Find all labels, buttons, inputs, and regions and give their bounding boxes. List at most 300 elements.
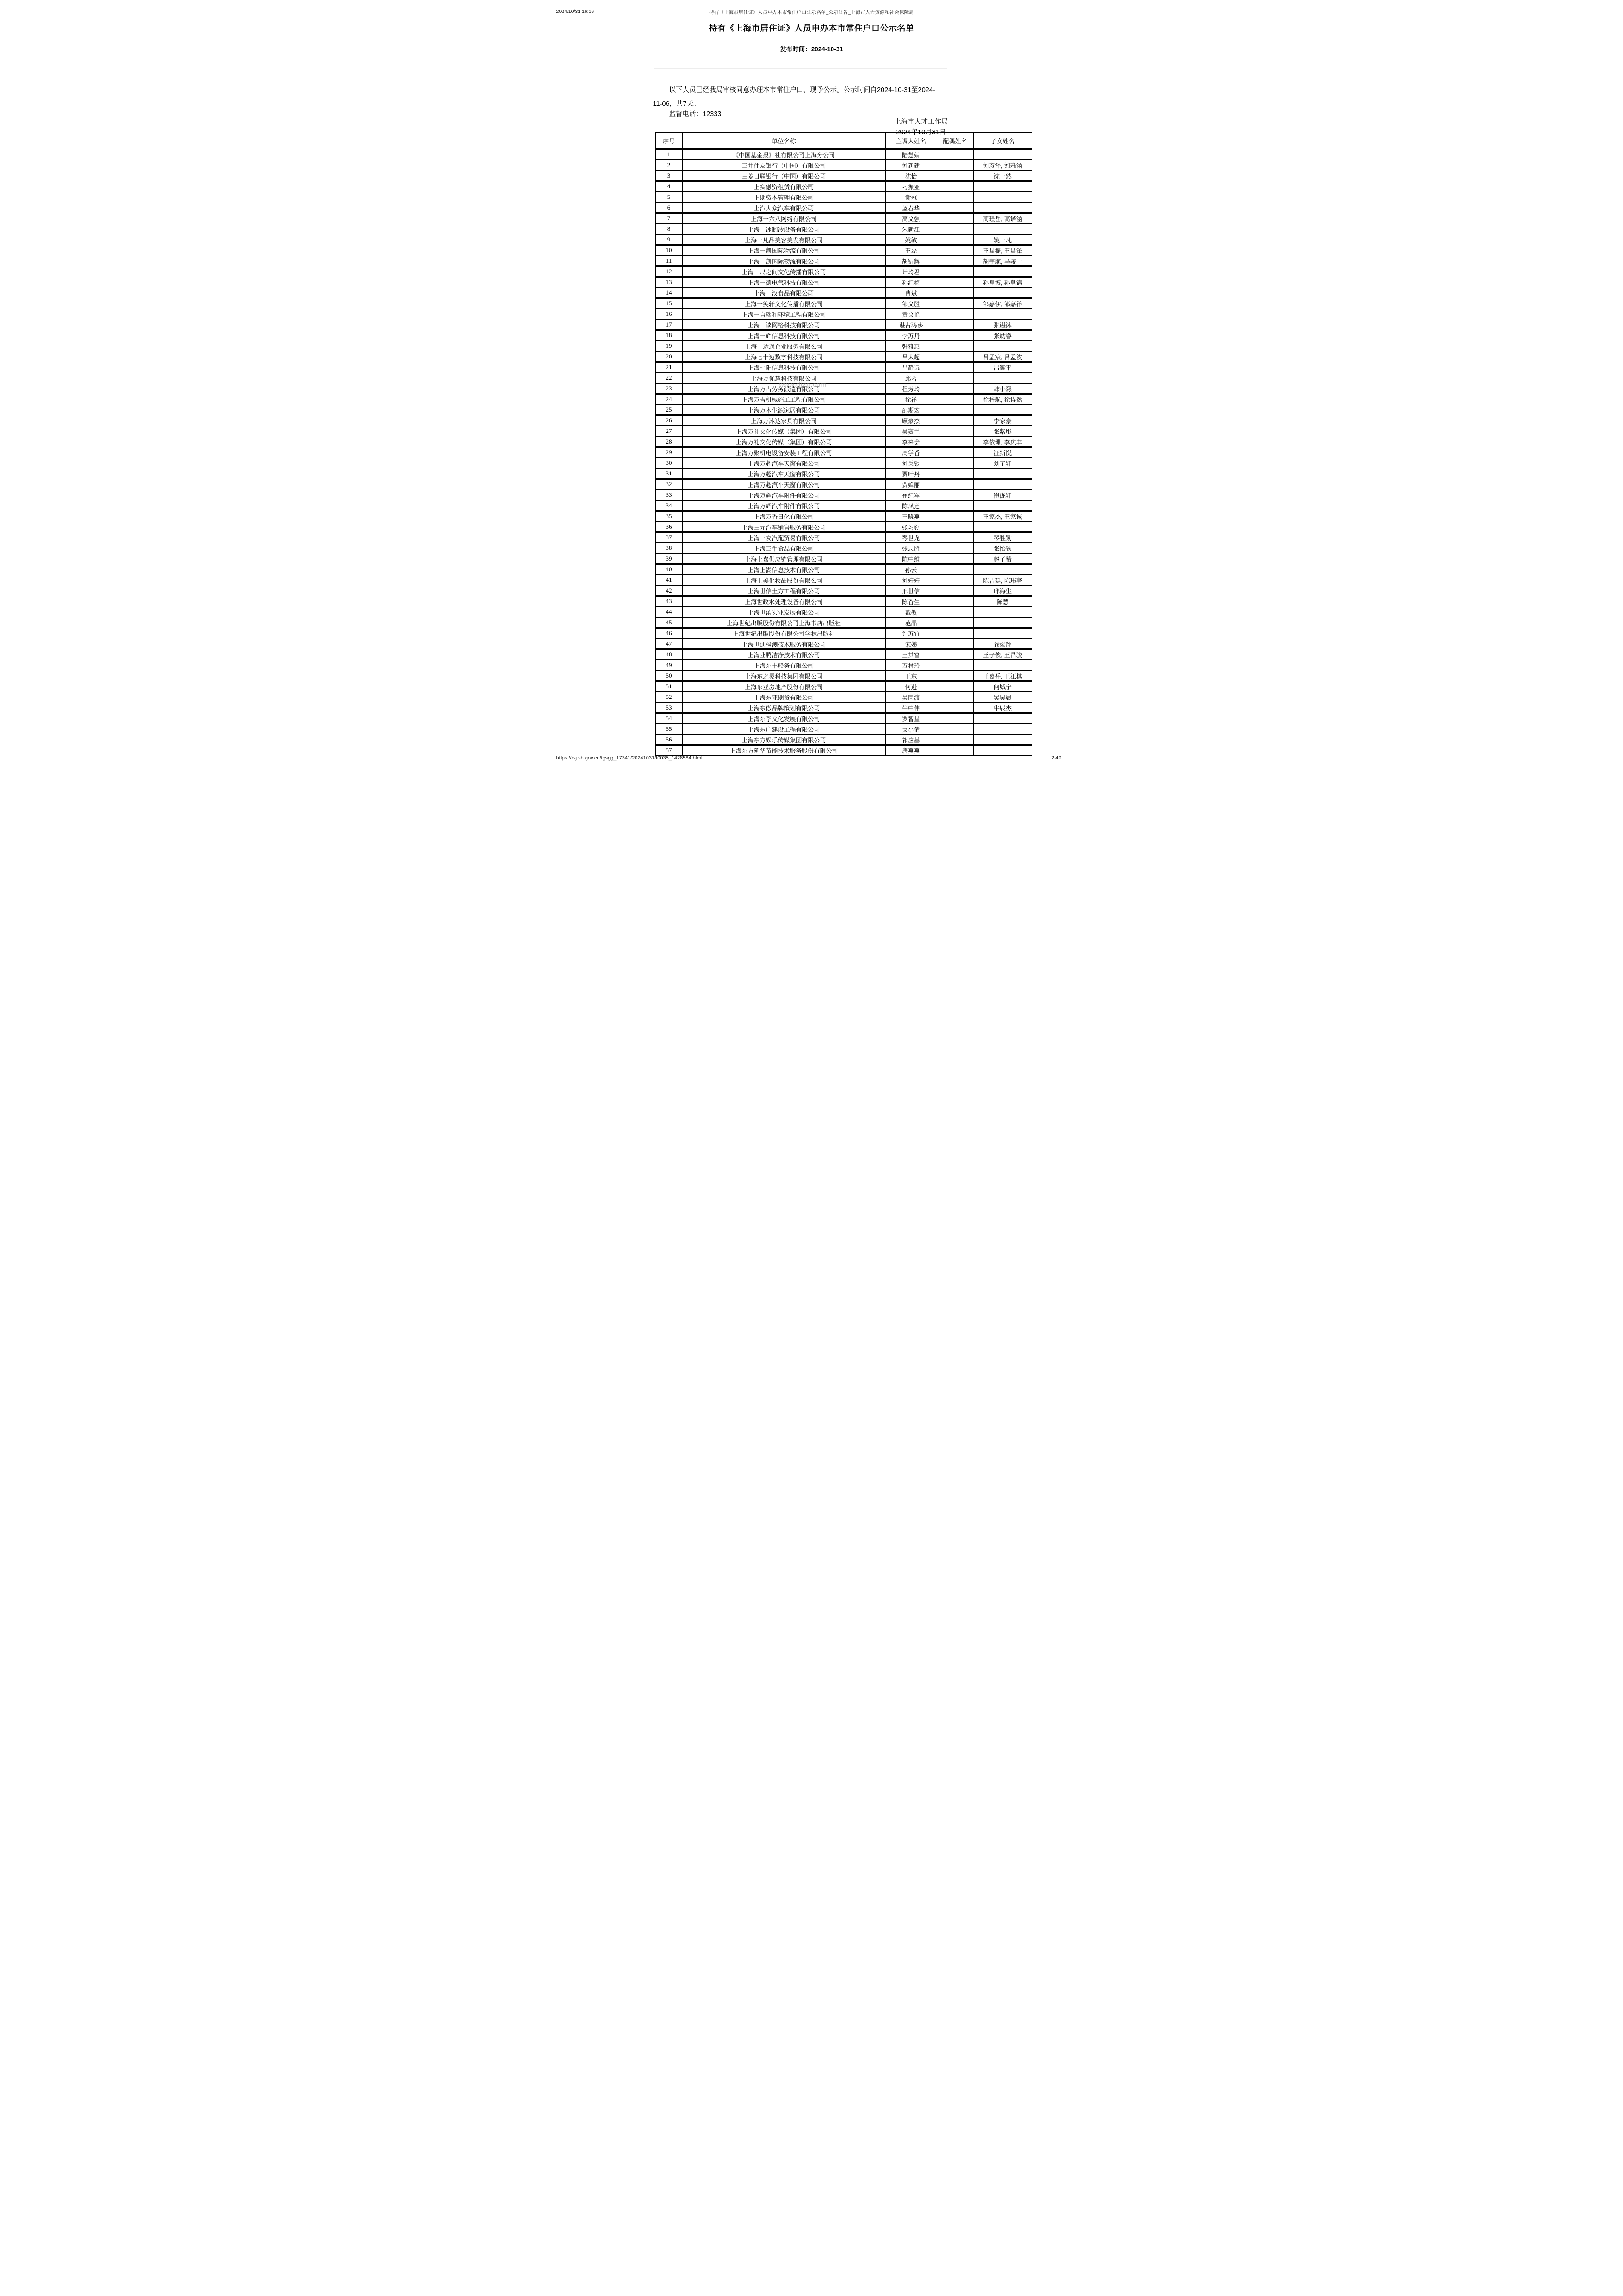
spouse-name-cell <box>937 692 973 703</box>
spouse-name-cell <box>937 235 973 245</box>
seq-cell: 40 <box>655 564 682 575</box>
spouse-name-cell <box>937 458 973 469</box>
table-row <box>655 171 1032 181</box>
spouse-name-cell <box>937 586 973 596</box>
seq-cell: 26 <box>655 415 682 426</box>
children-names-cell <box>973 203 1032 213</box>
seq-cell: 3 <box>655 171 682 181</box>
company-cell: 上海万木生源家居有限公司 <box>682 405 885 415</box>
table-row <box>655 458 1032 469</box>
spouse-name-cell <box>937 405 973 415</box>
seq-cell: 7 <box>655 213 682 224</box>
children-names-cell <box>973 469 1032 479</box>
applicant-name-cell: 吴赛兰 <box>885 426 937 437</box>
spouse-name-cell <box>937 639 973 649</box>
table-row <box>655 745 1032 756</box>
spouse-name-cell <box>937 532 973 543</box>
applicant-name-cell: 谌古鸿莎 <box>885 320 937 330</box>
spouse-name-cell <box>937 149 973 160</box>
seq-cell: 27 <box>655 426 682 437</box>
children-names-cell <box>973 341 1032 352</box>
table-row <box>655 447 1032 458</box>
company-cell: 上海上湖信息技术有限公司 <box>682 564 885 575</box>
table-row <box>655 671 1032 681</box>
seq-cell: 13 <box>655 277 682 288</box>
spouse-name-cell <box>937 617 973 628</box>
applicant-name-cell: 谢冠 <box>885 192 937 203</box>
applicant-name-cell: 计玲君 <box>885 266 937 277</box>
seq-cell: 35 <box>655 511 682 522</box>
company-cell: 上海一言瑞和环境工程有限公司 <box>682 309 885 320</box>
children-names-cell: 胡宇航, 马骏一 <box>973 256 1032 266</box>
table-row <box>655 149 1032 160</box>
children-names-cell: 刘子轩 <box>973 458 1032 469</box>
children-names-cell <box>973 522 1032 532</box>
company-cell: 上海一汉食品有限公司 <box>682 288 885 298</box>
applicant-name-cell: 罗智星 <box>885 713 937 724</box>
spouse-name-cell <box>937 320 973 330</box>
spouse-name-cell <box>937 671 973 681</box>
table-row <box>655 373 1032 383</box>
company-cell: 上海东傲品牌策划有限公司 <box>682 703 885 713</box>
applicant-name-cell: 蓝春华 <box>885 203 937 213</box>
children-names-cell: 陈慧 <box>973 596 1032 607</box>
company-cell: 上海万香日化有限公司 <box>682 511 885 522</box>
spouse-name-cell <box>937 564 973 575</box>
seq-cell: 15 <box>655 298 682 309</box>
children-names-cell: 张紫彤 <box>973 426 1032 437</box>
applicant-name-cell: 吴同渡 <box>885 692 937 703</box>
company-cell: 上海万辉汽车附件有限公司 <box>682 500 885 511</box>
applicant-name-cell: 刘婷婷 <box>885 575 937 586</box>
children-names-cell <box>973 607 1032 617</box>
applicant-name-cell: 李苏丹 <box>885 330 937 341</box>
spouse-name-cell <box>937 192 973 203</box>
seq-cell: 19 <box>655 341 682 352</box>
applicant-name-cell: 琴世龙 <box>885 532 937 543</box>
spouse-name-cell <box>937 352 973 362</box>
seq-cell: 16 <box>655 309 682 320</box>
seq-cell: 8 <box>655 224 682 235</box>
applicant-name-cell: 张忠胜 <box>885 543 937 554</box>
table-row <box>655 352 1032 362</box>
issuer: 上海市人才工作局 <box>894 118 948 126</box>
table-row <box>655 724 1032 734</box>
applicant-name-cell: 唐燕燕 <box>885 745 937 756</box>
applicant-name-cell: 邢世信 <box>885 586 937 596</box>
spouse-name-cell <box>937 330 973 341</box>
spouse-name-cell <box>937 607 973 617</box>
seq-cell: 6 <box>655 203 682 213</box>
company-cell: 上海一凯国际物流有限公司 <box>682 245 885 256</box>
children-names-cell: 李家豪 <box>973 415 1032 426</box>
spouse-name-cell <box>937 596 973 607</box>
children-names-cell: 牛辰杰 <box>973 703 1032 713</box>
seq-cell: 37 <box>655 532 682 543</box>
table-row <box>655 617 1032 628</box>
spouse-name-cell <box>937 256 973 266</box>
company-cell: 上海万聚机电设备安装工程有限公司 <box>682 447 885 458</box>
seq-cell: 48 <box>655 649 682 660</box>
spouse-name-cell <box>937 745 973 756</box>
company-cell: 《中国基金报》社有限公司上海分公司 <box>682 149 885 160</box>
table-row <box>655 341 1032 352</box>
applicant-name-cell: 曹斌 <box>885 288 937 298</box>
company-cell: 上海世通检测技术服务有限公司 <box>682 639 885 649</box>
children-names-cell <box>973 405 1032 415</box>
spouse-name-cell <box>937 500 973 511</box>
seq-cell: 57 <box>655 745 682 756</box>
spouse-name-cell <box>937 203 973 213</box>
seq-cell: 30 <box>655 458 682 469</box>
print-doc-title: 持有《上海市居住证》人员申办本市常住户口公示名单_公示公告_上海市人力资源和社会保障局 <box>709 10 914 15</box>
children-names-cell <box>973 224 1032 235</box>
applicant-name-cell: 姚敏 <box>885 235 937 245</box>
column-header: 子女姓名 <box>973 133 1032 149</box>
seq-cell: 47 <box>655 639 682 649</box>
children-names-cell: 王嘉岳, 王江棋 <box>973 671 1032 681</box>
spouse-name-cell <box>937 245 973 256</box>
company-cell: 上海东方延华节能技术服务股份有限公司 <box>682 745 885 756</box>
seq-cell: 25 <box>655 405 682 415</box>
intro-line-1: 以下人员已经我局审核同意办理本市常住户口，现予公示。公示时间自2024-10-31至2024- <box>669 86 935 94</box>
company-cell: 上海东之灵科技集团有限公司 <box>682 671 885 681</box>
table-row <box>655 564 1032 575</box>
children-names-cell: 张谌沐 <box>973 320 1032 330</box>
children-names-cell: 汪新悦 <box>973 447 1032 458</box>
children-names-cell <box>973 149 1032 160</box>
applicant-name-cell: 程芳玲 <box>885 383 937 394</box>
spouse-name-cell <box>937 660 973 671</box>
applicant-name-cell: 何进 <box>885 681 937 692</box>
document-page <box>541 0 1082 765</box>
applicant-name-cell: 刘新建 <box>885 160 937 171</box>
table-row <box>655 160 1032 171</box>
table-row <box>655 405 1032 415</box>
table-row <box>655 511 1032 522</box>
seq-cell: 42 <box>655 586 682 596</box>
applicant-name-cell: 孙云 <box>885 564 937 575</box>
seq-cell: 23 <box>655 383 682 394</box>
children-names-cell <box>973 266 1032 277</box>
company-cell: 上海世纪出版股份有限公司学林出版社 <box>682 628 885 639</box>
applicant-name-cell: 胡锦辉 <box>885 256 937 266</box>
children-names-cell: 孙皇博, 孙皇锦 <box>973 277 1032 288</box>
children-names-cell <box>973 713 1032 724</box>
company-cell: 上海世纪出版股份有限公司上海书店出版社 <box>682 617 885 628</box>
seq-cell: 56 <box>655 734 682 745</box>
table-row <box>655 490 1032 500</box>
spouse-name-cell <box>937 724 973 734</box>
seq-cell: 46 <box>655 628 682 639</box>
seq-cell: 28 <box>655 437 682 447</box>
children-names-cell: 吕瀚平 <box>973 362 1032 373</box>
seq-cell: 43 <box>655 596 682 607</box>
applicant-name-cell: 支小倩 <box>885 724 937 734</box>
page-title: 持有《上海市居住证》人员申办本市常住户口公示名单 <box>709 24 914 33</box>
children-names-cell: 高璟岳, 高诺涵 <box>973 213 1032 224</box>
children-names-cell: 邢海生 <box>973 586 1032 596</box>
table-row <box>655 479 1032 490</box>
company-cell: 上海三牛食品有限公司 <box>682 543 885 554</box>
table-row <box>655 575 1032 586</box>
company-cell: 上海万古劳务派遣有限公司 <box>682 383 885 394</box>
spouse-name-cell <box>937 575 973 586</box>
applicant-name-cell: 贾婵丽 <box>885 479 937 490</box>
seq-cell: 9 <box>655 235 682 245</box>
children-names-cell: 吴昊晨 <box>973 692 1032 703</box>
applicant-name-cell: 戴敏 <box>885 607 937 617</box>
table-row <box>655 277 1032 288</box>
seq-cell: 11 <box>655 256 682 266</box>
spouse-name-cell <box>937 171 973 181</box>
company-cell: 上海东丰船务有限公司 <box>682 660 885 671</box>
company-cell: 上海一尺之间文化传播有限公司 <box>682 266 885 277</box>
spouse-name-cell <box>937 266 973 277</box>
seq-cell: 5 <box>655 192 682 203</box>
table-row <box>655 266 1032 277</box>
applicant-name-cell: 陈香生 <box>885 596 937 607</box>
seq-cell: 41 <box>655 575 682 586</box>
spouse-name-cell <box>937 224 973 235</box>
children-names-cell <box>973 724 1032 734</box>
spouse-name-cell <box>937 437 973 447</box>
company-cell: 上海东亚房地产股份有限公司 <box>682 681 885 692</box>
children-names-cell: 王家杰, 王家诚 <box>973 511 1032 522</box>
supervision-phone: 监督电话：12333 <box>669 111 722 118</box>
spouse-name-cell <box>937 277 973 288</box>
table-row <box>655 213 1032 224</box>
watermark: www.dtzg.com <box>779 381 827 388</box>
company-cell: 上海一凡品美容美发有限公司 <box>682 235 885 245</box>
spouse-name-cell <box>937 213 973 224</box>
company-cell: 上海东方娱乐传媒集团有限公司 <box>682 734 885 745</box>
children-names-cell: 陈吉廷, 陈玮亭 <box>973 575 1032 586</box>
company-cell: 上海七阳信息科技有限公司 <box>682 362 885 373</box>
table-row <box>655 181 1032 192</box>
company-cell: 上海一达通企业服务有限公司 <box>682 341 885 352</box>
children-names-cell <box>973 745 1032 756</box>
table-row <box>655 309 1032 320</box>
company-cell: 上海一笑轩文化传播有限公司 <box>682 298 885 309</box>
table-row <box>655 681 1032 692</box>
spouse-name-cell <box>937 160 973 171</box>
children-names-cell: 徐梓航, 徐诗然 <box>973 394 1032 405</box>
company-cell: 上海万礼文化传媒（集团）有限公司 <box>682 426 885 437</box>
company-cell: 上海一六八网络有限公司 <box>682 213 885 224</box>
applicant-name-cell: 万林玲 <box>885 660 937 671</box>
seq-cell: 32 <box>655 479 682 490</box>
seq-cell: 2 <box>655 160 682 171</box>
seq-cell: 12 <box>655 266 682 277</box>
applicant-name-cell: 周学香 <box>885 447 937 458</box>
spouse-name-cell <box>937 373 973 383</box>
seq-cell: 14 <box>655 288 682 298</box>
applicant-name-cell: 陈中维 <box>885 554 937 564</box>
applicant-name-cell: 王晓燕 <box>885 511 937 522</box>
table-row <box>655 330 1032 341</box>
company-cell: 上海世滨实业发展有限公司 <box>682 607 885 617</box>
seq-cell: 33 <box>655 490 682 500</box>
table-row <box>655 298 1032 309</box>
applicant-name-cell: 黄文艳 <box>885 309 937 320</box>
column-header: 序号 <box>655 133 682 149</box>
table-row <box>655 256 1032 266</box>
seq-cell: 55 <box>655 724 682 734</box>
table-row <box>655 692 1032 703</box>
intro-line-2: 11-06，共7天。 <box>653 100 700 108</box>
table-row <box>655 235 1032 245</box>
children-names-cell <box>973 500 1032 511</box>
seq-cell: 50 <box>655 671 682 681</box>
footer-page-number: 2/49 <box>1051 755 1061 761</box>
children-names-cell <box>973 734 1032 745</box>
company-cell: 上海万超汽车天窗有限公司 <box>682 469 885 479</box>
children-names-cell <box>973 181 1032 192</box>
applicant-name-cell: 牛中伟 <box>885 703 937 713</box>
children-names-cell: 龚渤翔 <box>973 639 1032 649</box>
children-names-cell: 韩小熙 <box>973 383 1032 394</box>
applicant-name-cell: 陆慧婧 <box>885 149 937 160</box>
spouse-name-cell <box>937 415 973 426</box>
spouse-name-cell <box>937 479 973 490</box>
table-body <box>655 149 1032 756</box>
children-names-cell: 琴胜勋 <box>973 532 1032 543</box>
spouse-name-cell <box>937 734 973 745</box>
column-header: 配偶姓名 <box>937 133 973 149</box>
seq-cell: 52 <box>655 692 682 703</box>
company-cell: 上实融资租赁有限公司 <box>682 181 885 192</box>
seq-cell: 18 <box>655 330 682 341</box>
table-row <box>655 607 1032 617</box>
table-row <box>655 628 1032 639</box>
company-cell: 上海一辉信息科技有限公司 <box>682 330 885 341</box>
applicant-name-cell: 刁振亚 <box>885 181 937 192</box>
table-row <box>655 500 1032 511</box>
table-row <box>655 469 1032 479</box>
seq-cell: 10 <box>655 245 682 256</box>
table-row <box>655 596 1032 607</box>
company-cell: 上海上嘉供应链管理有限公司 <box>682 554 885 564</box>
children-names-cell <box>973 288 1032 298</box>
spouse-name-cell <box>937 628 973 639</box>
table-row <box>655 320 1032 330</box>
table-row <box>655 543 1032 554</box>
table-row <box>655 426 1032 437</box>
applicant-name-cell: 李来会 <box>885 437 937 447</box>
spouse-name-cell <box>937 681 973 692</box>
spouse-name-cell <box>937 309 973 320</box>
company-cell: 上海业腾洁净技术有限公司 <box>682 649 885 660</box>
seq-cell: 53 <box>655 703 682 713</box>
children-names-cell: 王子俊, 王昌骏 <box>973 649 1032 660</box>
seq-cell: 20 <box>655 352 682 362</box>
spouse-name-cell <box>937 649 973 660</box>
children-names-cell <box>973 479 1032 490</box>
applicant-name-cell: 王东 <box>885 671 937 681</box>
table-row <box>655 203 1032 213</box>
applicant-name-cell: 贾叶丹 <box>885 469 937 479</box>
column-header: 单位名称 <box>682 133 885 149</box>
children-names-cell: 李依珊, 李庆丰 <box>973 437 1032 447</box>
spouse-name-cell <box>937 394 973 405</box>
applicant-name-cell: 邵期宏 <box>885 405 937 415</box>
children-names-cell: 张怡欣 <box>973 543 1032 554</box>
spouse-name-cell <box>937 341 973 352</box>
seq-cell: 39 <box>655 554 682 564</box>
seq-cell: 24 <box>655 394 682 405</box>
table-row <box>655 362 1032 373</box>
table-row <box>655 532 1032 543</box>
children-names-cell: 赵子希 <box>973 554 1032 564</box>
children-names-cell <box>973 660 1032 671</box>
applicant-name-cell: 王磊 <box>885 245 937 256</box>
applicant-name-cell: 徐祥 <box>885 394 937 405</box>
table-row <box>655 522 1032 532</box>
company-cell: 上海万沐达家具有限公司 <box>682 415 885 426</box>
applicant-name-cell: 高文强 <box>885 213 937 224</box>
children-names-cell: 刘彦泽, 刘雅涵 <box>973 160 1032 171</box>
children-names-cell: 沈一然 <box>973 171 1032 181</box>
children-names-cell: 张幼睿 <box>973 330 1032 341</box>
applicant-name-cell: 宋娣 <box>885 639 937 649</box>
seq-cell: 1 <box>655 149 682 160</box>
company-cell: 上海一谈网络科技有限公司 <box>682 320 885 330</box>
company-cell: 上海三友汽配贸易有限公司 <box>682 532 885 543</box>
company-cell: 三井住友银行（中国）有限公司 <box>682 160 885 171</box>
company-cell: 上海七十迈数字科技有限公司 <box>682 352 885 362</box>
applicant-name-cell: 刘秉银 <box>885 458 937 469</box>
company-cell: 上海三元汽车销售服务有限公司 <box>682 522 885 532</box>
company-cell: 上海万吉机械施工工程有限公司 <box>682 394 885 405</box>
company-cell: 上期资本管理有限公司 <box>682 192 885 203</box>
publicity-roster-table <box>655 132 1032 756</box>
applicant-name-cell: 朱新江 <box>885 224 937 235</box>
children-names-cell <box>973 628 1032 639</box>
section-divider <box>654 68 947 69</box>
seq-cell: 22 <box>655 373 682 383</box>
children-names-cell: 何城宁 <box>973 681 1032 692</box>
table-row <box>655 660 1032 671</box>
spouse-name-cell <box>937 703 973 713</box>
spouse-name-cell <box>937 447 973 458</box>
company-cell: 上海一冰制冷设备有限公司 <box>682 224 885 235</box>
company-cell: 上海东孚文化发展有限公司 <box>682 713 885 724</box>
seq-cell: 54 <box>655 713 682 724</box>
company-cell: 上海世政水处理设备有限公司 <box>682 596 885 607</box>
table-row <box>655 734 1032 745</box>
company-cell: 上海万超汽车天窗有限公司 <box>682 479 885 490</box>
children-names-cell: 邹嘉伊, 邹嘉祥 <box>973 298 1032 309</box>
seq-cell: 4 <box>655 181 682 192</box>
table-row <box>655 192 1032 203</box>
issue-date: 2024年10月31日 <box>896 129 946 136</box>
spouse-name-cell <box>937 554 973 564</box>
children-names-cell: 崔泷轩 <box>973 490 1032 500</box>
children-names-cell: 姚一凡 <box>973 235 1032 245</box>
applicant-name-cell: 孙红梅 <box>885 277 937 288</box>
children-names-cell <box>973 309 1032 320</box>
seq-cell: 44 <box>655 607 682 617</box>
table-row <box>655 649 1032 660</box>
spouse-name-cell <box>937 383 973 394</box>
company-cell: 上海万礼文化传媒（集团）有限公司 <box>682 437 885 447</box>
table-row <box>655 639 1032 649</box>
applicant-name-cell: 沈怡 <box>885 171 937 181</box>
spouse-name-cell <box>937 362 973 373</box>
company-cell: 上海一凯国际物流有限公司 <box>682 256 885 266</box>
spouse-name-cell <box>937 511 973 522</box>
